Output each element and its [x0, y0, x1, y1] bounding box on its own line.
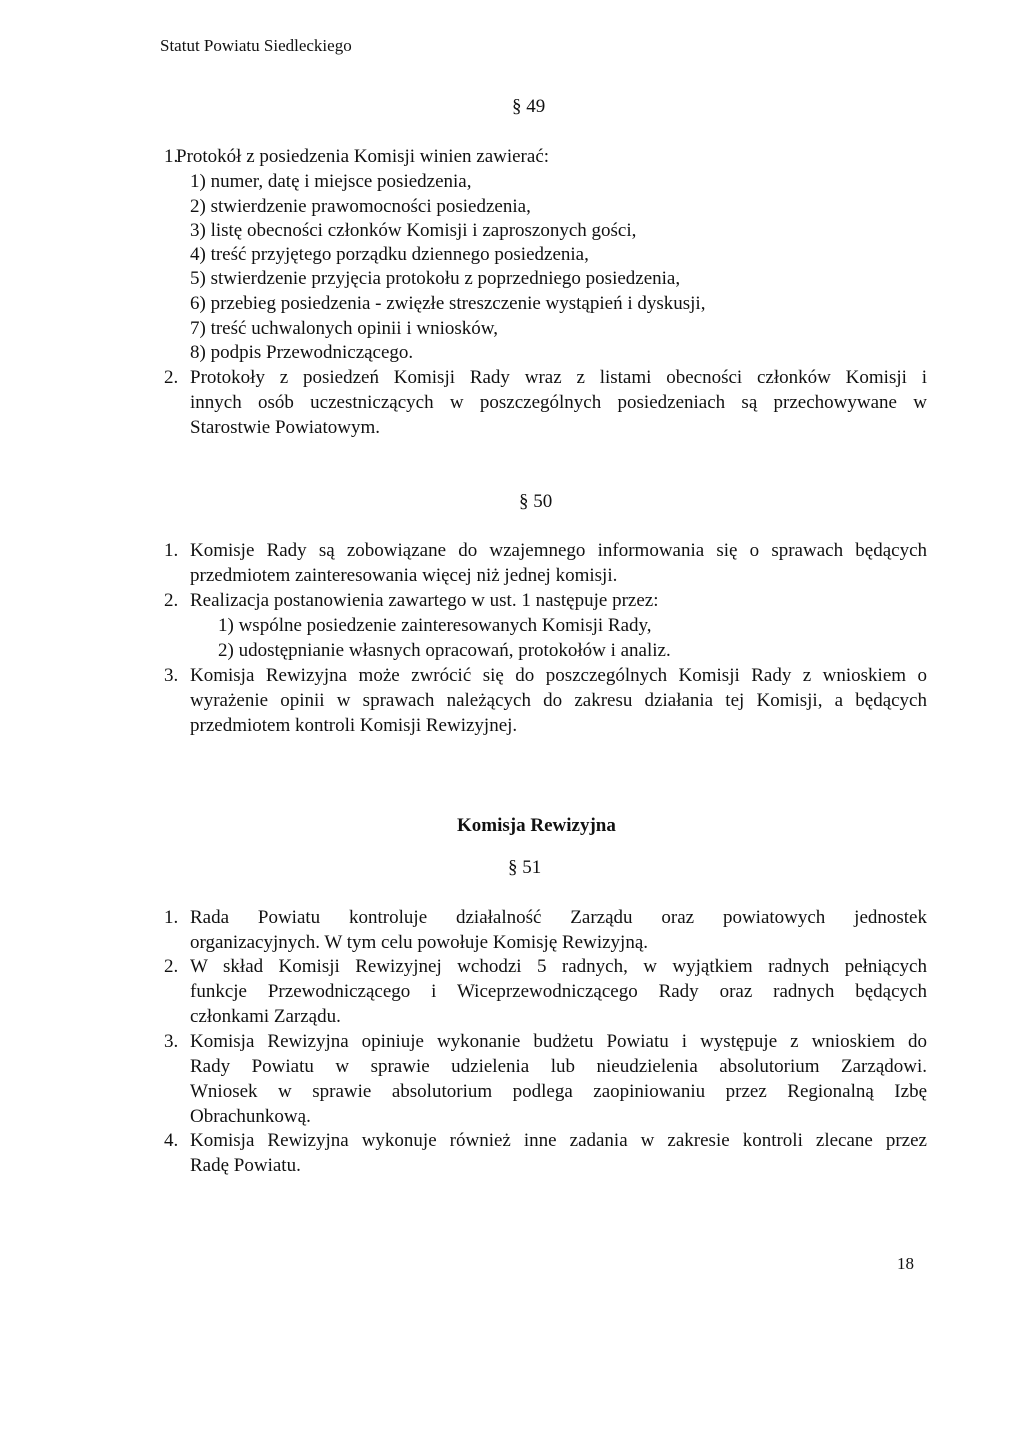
- s50-p3-line: wyrażenie opinii w sprawach należących do zakresu działania tej Komisji, a będących: [190, 690, 927, 711]
- s51-p4-line: Komisja Rewizyjna wykonuje również inne zadania w zakresie kontroli zlecane przez: [190, 1130, 927, 1151]
- s49-p1-item: 1) numer, datę i miejsce posiedzenia,: [190, 171, 472, 192]
- s51-p4-line: Radę Powiatu.: [190, 1155, 301, 1176]
- s49-p1-item: 7) treść uchwalonych opinii i wniosków,: [190, 318, 498, 339]
- section-51-heading: § 51: [508, 857, 542, 878]
- s51-p3-line: Komisja Rewizyjna opiniuje wykonanie budżetu Powiatu i występuje z wnioskiem do: [190, 1031, 927, 1052]
- running-header: Statut Powiatu Siedleckiego: [160, 36, 352, 55]
- s51-p1-number: 1.: [164, 907, 179, 928]
- s50-p1-line: przedmiotem zainteresowania więcej niż jednej komisji.: [190, 565, 618, 586]
- s50-p3-line: przedmiotem kontroli Komisji Rewizyjnej.: [190, 715, 518, 736]
- s50-p1-line: Komisje Rady są zobowiązane do wzajemnego informowania się o sprawach będących: [190, 540, 927, 561]
- s51-p3-number: 3.: [164, 1031, 179, 1052]
- s51-p3-line: Obrachunkową.: [190, 1106, 311, 1127]
- s51-p1-line: Rada Powiatu kontroluje działalność Zarządu oraz powiatowych jednostek: [190, 907, 927, 928]
- s51-p4-number: 4.: [164, 1130, 179, 1151]
- s50-p1-number: 1.: [164, 540, 179, 561]
- s50-p3-number: 3.: [164, 665, 179, 686]
- s50-p2-item: 2) udostępnianie własnych opracowań, protokołów i analiz.: [218, 640, 671, 661]
- s51-p3-line: Wniosek w sprawie absolutorium podlega zaopiniowaniu przez Regionalną Izbę: [190, 1081, 927, 1102]
- s51-p1-line: organizacyjnych. W tym celu powołuje Komisję Rewizyjną.: [190, 932, 649, 953]
- s50-p2-number: 2.: [164, 590, 179, 611]
- s51-p2-line: członkami Zarządu.: [190, 1006, 341, 1027]
- s50-p3-line: Komisja Rewizyjna może zwrócić się do poszczególnych Komisji Rady z wnioskiem o: [190, 665, 927, 686]
- s49-p2-line: innych osób uczestniczących w poszczególnych posiedzeniach są przechowywane w: [190, 392, 927, 413]
- s51-p2-number: 2.: [164, 956, 179, 977]
- s49-p2-line: Protokoły z posiedzeń Komisji Rady wraz z listami obecności członków Komisji i: [190, 367, 927, 388]
- s49-p1-intro: Protokół z posiedzenia Komisji winien zawierać:: [176, 146, 550, 167]
- s51-p3-line: Rady Powiatu w sprawie udzielenia lub nieudzielenia absolutorium Zarządowi.: [190, 1056, 927, 1077]
- s49-p1-item: 2) stwierdzenie prawomocności posiedzenia,: [190, 196, 531, 217]
- s49-p1-item: 3) listę obecności członków Komisji i zaproszonych gości,: [190, 220, 637, 241]
- s49-p1-item: 6) przebieg posiedzenia - zwięzłe streszczenie wystąpień i dyskusji,: [190, 293, 706, 314]
- s49-p2-number: 2.: [164, 367, 179, 388]
- s50-p2-item: 1) wspólne posiedzenie zainteresowanych Komisji Rady,: [218, 615, 652, 636]
- s51-p2-line: funkcje Przewodniczącego i Wiceprzewodniczącego Rady oraz radnych będących: [190, 981, 927, 1002]
- s51-p2-line: W skład Komisji Rewizyjnej wchodzi 5 radnych, w wyjątkiem radnych pełniących: [190, 956, 927, 977]
- s50-p2-intro: Realizacja postanowienia zawartego w ust. 1 następuje przez:: [190, 590, 659, 611]
- s49-p2-line: Starostwie Powiatowym.: [190, 417, 380, 438]
- section-49-heading: § 49: [512, 96, 546, 117]
- section-50-heading: § 50: [519, 491, 553, 512]
- s49-p1-item: 8) podpis Przewodniczącego.: [190, 342, 414, 363]
- page-number: 18: [897, 1254, 914, 1273]
- s49-p1-item: 5) stwierdzenie przyjęcia protokołu z poprzedniego posiedzenia,: [190, 268, 681, 289]
- s49-p1-number: 1.: [164, 146, 179, 167]
- chapter-title: Komisja Rewizyjna: [457, 815, 616, 836]
- s49-p1-item: 4) treść przyjętego porządku dziennego posiedzenia,: [190, 244, 589, 265]
